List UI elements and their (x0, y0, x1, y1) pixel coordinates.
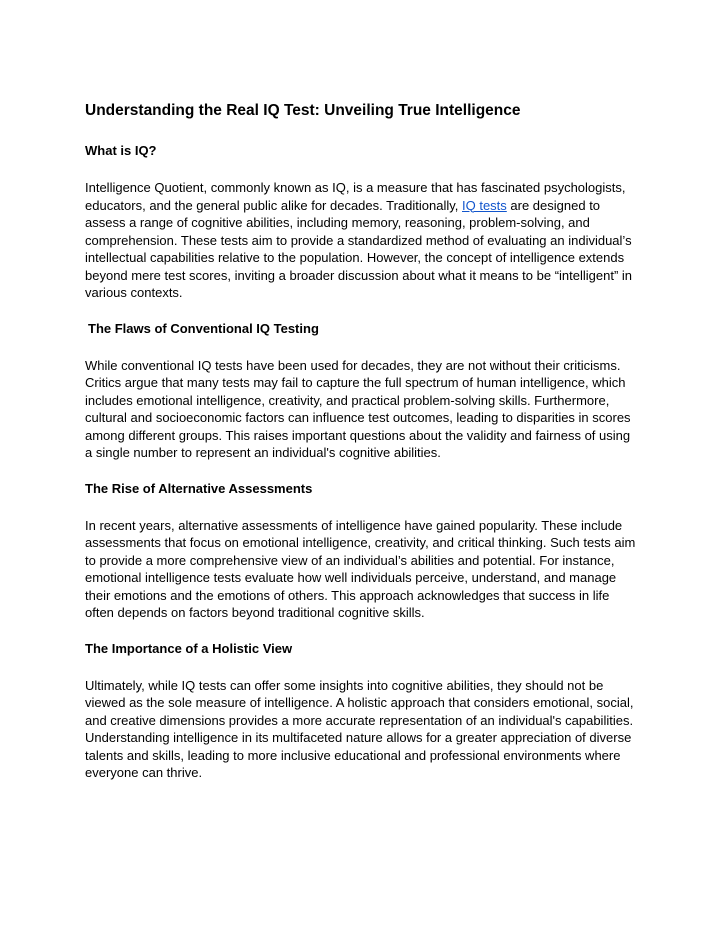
paragraph-text: educators, and the general public alike for decades. Traditionally, (85, 197, 462, 213)
paragraph-line: everyone can thrive. (85, 765, 203, 780)
paragraph-alternative-assessments (85, 517, 645, 622)
paragraph-line: cultural and socioeconomic factors can influence test outcomes, leading to disparities in scores (85, 410, 631, 425)
paragraph-line: Critics argue that many tests may fail to capture the full spectrum of human intelligence, which (85, 375, 626, 390)
paragraph-what-is-iq (85, 179, 645, 302)
paragraph-line: Ultimately, while IQ tests can offer some insights into cognitive abilities, they should not be (85, 677, 604, 693)
document-title: Understanding the Real IQ Test: Unveiling True Intelligence (85, 102, 521, 119)
paragraph-line: their emotions and the emotions of others. This approach acknowledges that success in life (85, 587, 610, 603)
document-page (85, 100, 645, 800)
paragraph-text: are designed to (506, 197, 601, 213)
paragraph-line: and creative dimensions provides a more accurate representation of an individual's capabilities. (85, 712, 634, 728)
paragraph-line (85, 197, 645, 215)
paragraph-line: among different groups. This raises important questions about the validity and fairness of using (85, 427, 631, 443)
paragraph-line: includes emotional intelligence, creativity, and practical problem-solving skills. Furthermore, (85, 392, 610, 408)
paragraph-line: intellectual capabilities relative to the population. However, the concept of intelligence extends (85, 250, 625, 265)
paragraph-line: comprehension. These tests aim to provide a standardized method of evaluating an individual’s (85, 232, 632, 248)
section-heading-holistic-view: The Importance of a Holistic View (85, 640, 293, 656)
paragraph-line: emotional intelligence tests evaluate how well individuals perceive, understand, and manage (85, 570, 617, 585)
paragraph-line: to provide a more comprehensive view of an individual’s abilities and potential. For instance, (85, 552, 615, 568)
section-heading-flaws: The Flaws of Conventional IQ Testing (88, 320, 319, 336)
iq-tests-link[interactable]: IQ tests (462, 197, 507, 213)
paragraph-line: viewed as the sole measure of intelligence. A holistic approach that considers emotional, social, (85, 695, 634, 710)
paragraph-line: Intelligence Quotient, commonly known as IQ, is a measure that has fascinated psychologists, (85, 180, 626, 195)
paragraph-line: assess a range of cognitive abilities, including memory, reasoning, problem-solving, and (85, 215, 590, 230)
section-heading-alternative-assessments: The Rise of Alternative Assessments (85, 480, 313, 496)
paragraph-line: In recent years, alternative assessments of intelligence have gained popularity. These include (85, 517, 623, 533)
paragraph-line: beyond mere test scores, inviting a broader discussion about what it means to be “intelligent” in (85, 267, 633, 283)
paragraph-flaws (85, 357, 645, 462)
paragraph-line: Understanding intelligence in its multifaceted nature allows for a greater appreciation of diverse (85, 730, 632, 745)
paragraph-line: a single number to represent an individual's cognitive abilities. (85, 445, 441, 460)
paragraph-line: often depends on factors beyond traditional cognitive skills. (85, 605, 425, 620)
paragraph-line: assessments that focus on emotional intelligence, creativity, and critical thinking. Such tests aim (85, 535, 636, 550)
paragraph-line: While conventional IQ tests have been used for decades, they are not without their criticisms. (85, 357, 621, 373)
paragraph-line: various contexts. (85, 285, 183, 300)
paragraph-holistic-view (85, 677, 645, 782)
paragraph-line: talents and skills, leading to more inclusive educational and professional environments where (85, 747, 621, 763)
section-heading-what-is-iq: What is IQ? (85, 143, 157, 158)
